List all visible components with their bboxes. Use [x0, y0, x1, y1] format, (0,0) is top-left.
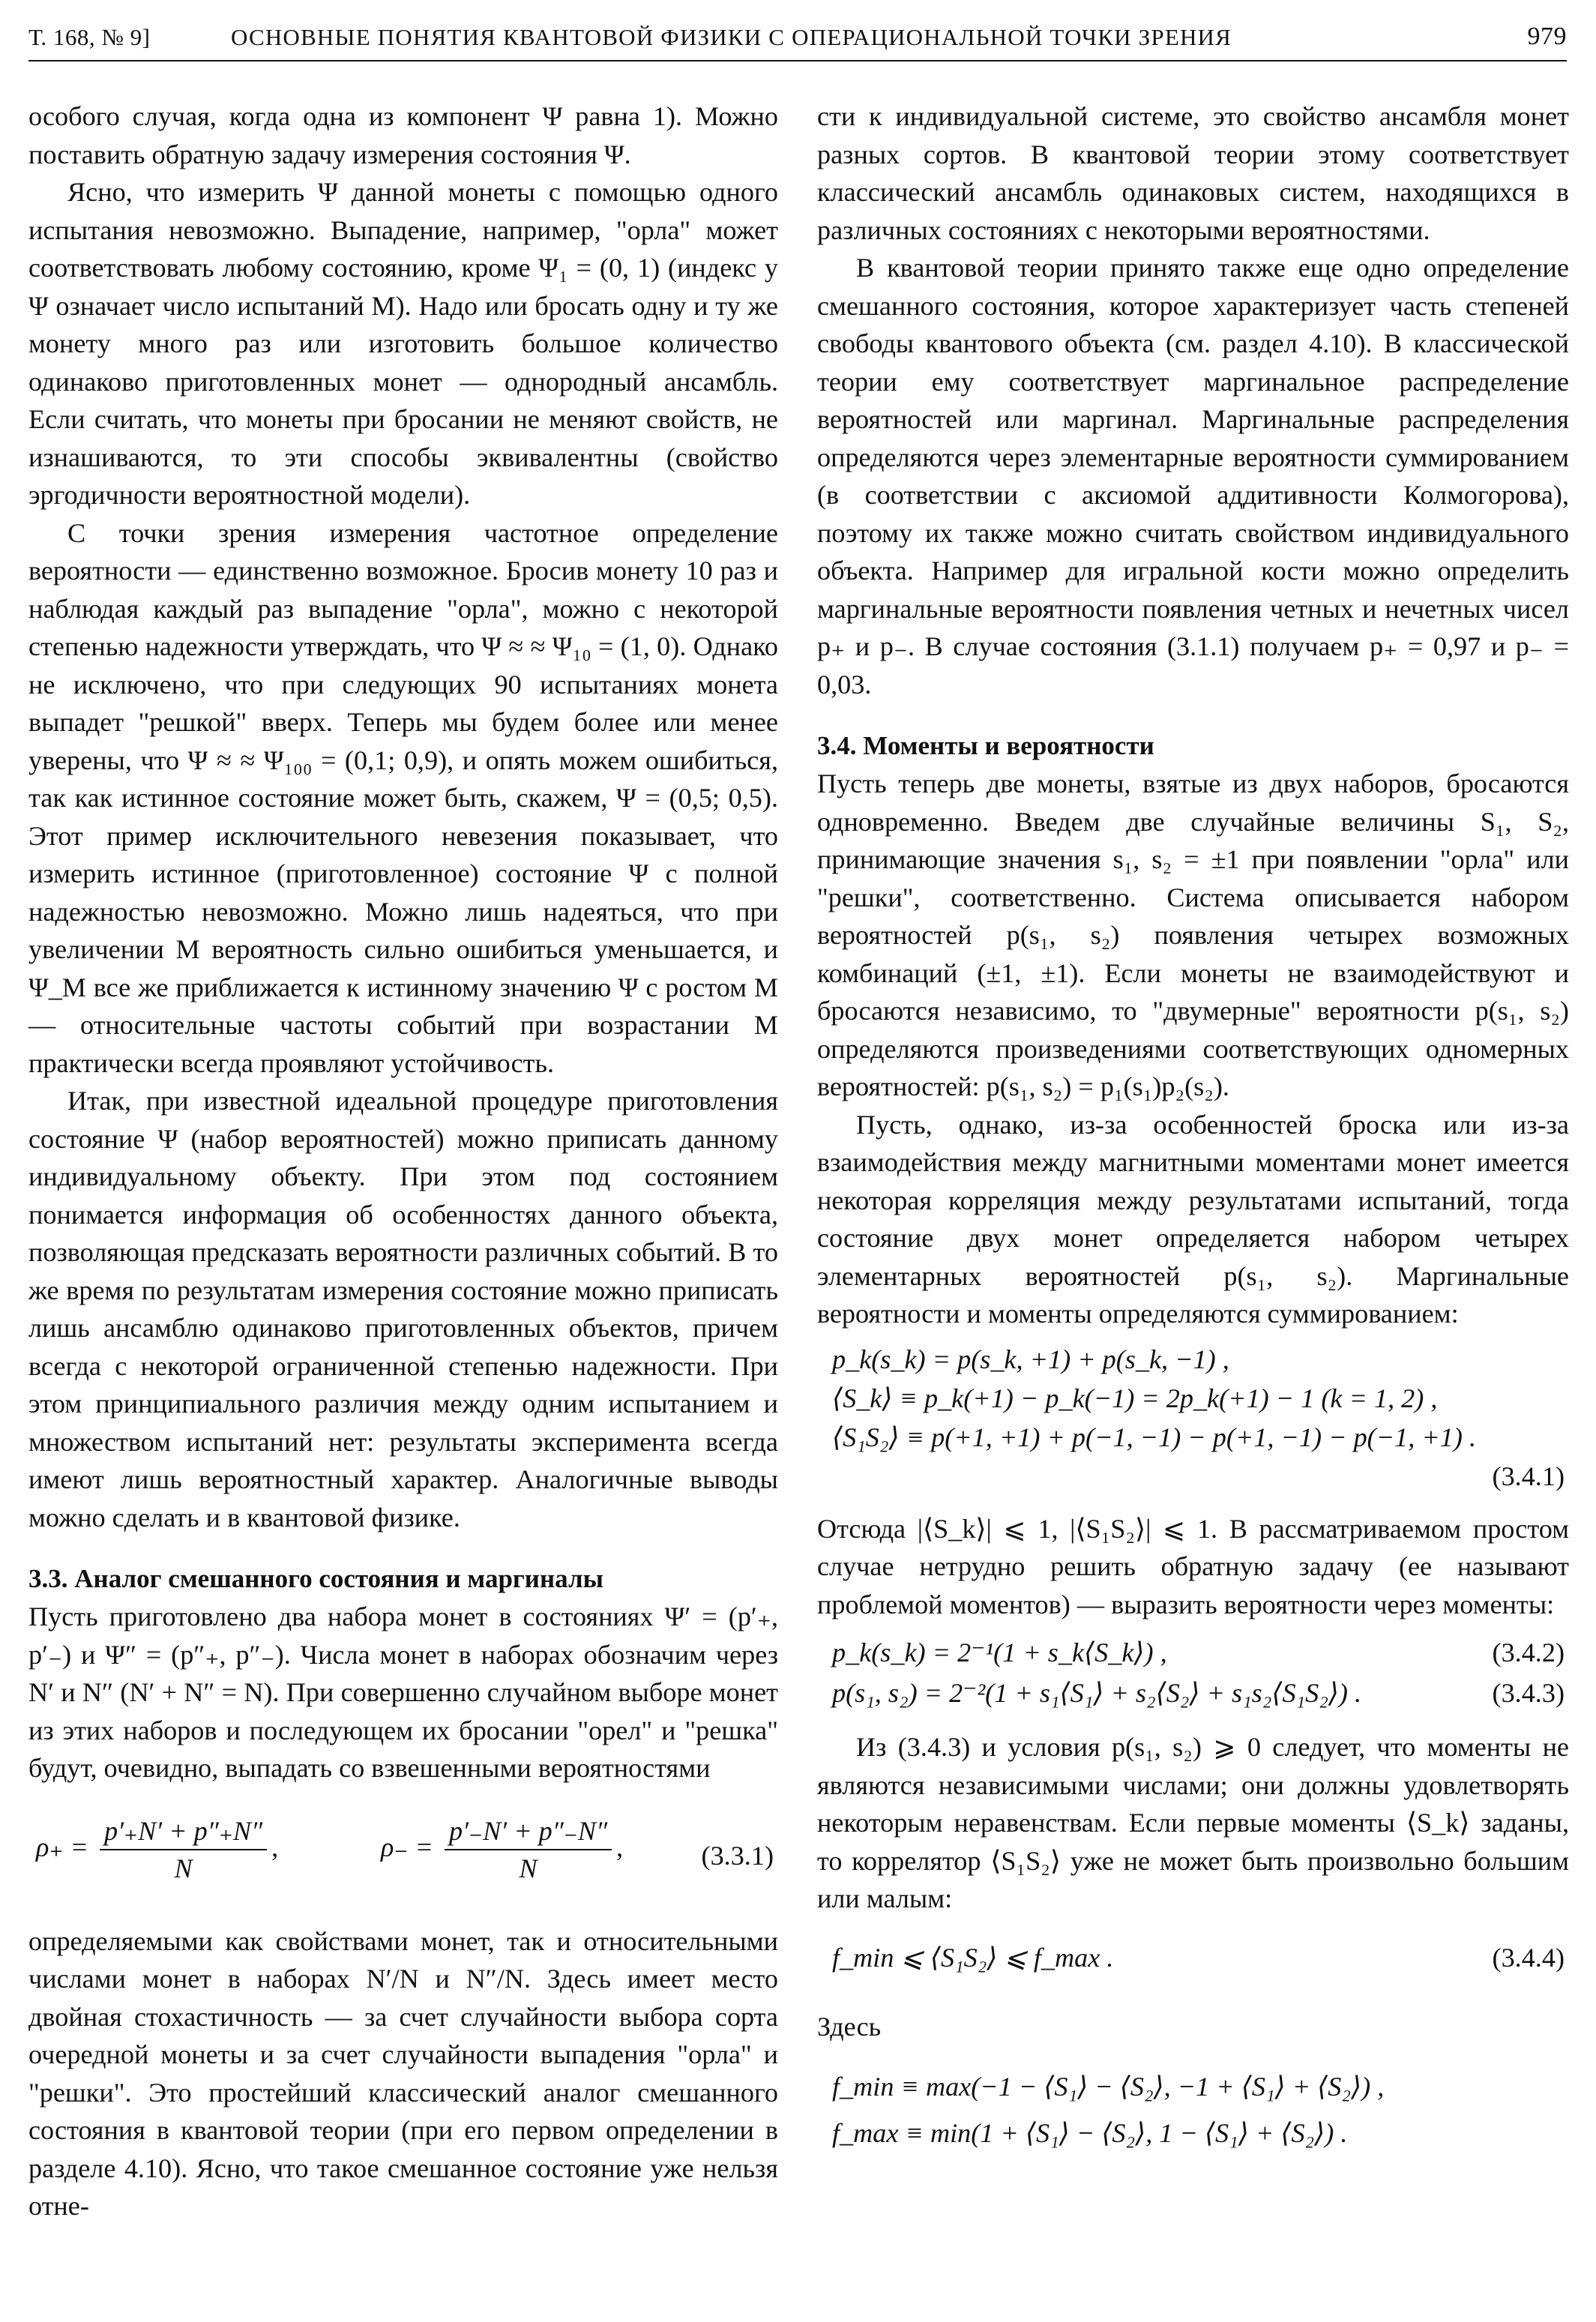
- paragraph: Пусть теперь две монеты, взятые из двух наборов, бросаются одновременно. Введем две случайные величины S₁, S₂, принимающие значения s₁, s₂ = ±1 при появлении "орла" или "решки", соответственно. Система описывается набором вероятностей p(s₁, s₂) появления четырех возможных комбинаций (±1, ±1). Если монеты не взаимодействуют и бросаются независимо, то "двумерные" вероятности p(s₁, s₂) определяются произведениями соответствующих одномерных вероятностей: p(s₁, s₂) = p₁(s₁)p₂(s₂).: [817, 769, 1569, 1101]
- paragraph: особого случая, когда одна из компонент Ψ равна 1). Можно поставить обратную задачу измерения состояния Ψ.: [28, 101, 778, 169]
- running-header: [28, 16, 1567, 61]
- equation-line: p_k(s_k) = p(s_k, +1) + p(s_k, −1) ,: [832, 1344, 1229, 1374]
- equation-number: (3.4.1): [1492, 1461, 1565, 1491]
- section-heading: 3.4. Моменты и вероятности: [817, 731, 1154, 760]
- equation-number: (3.3.1): [701, 1840, 774, 1871]
- section-heading: 3.3. Аналог смешанного состояния и маргиналы: [28, 1564, 603, 1593]
- left-column: [28, 97, 778, 2225]
- equation-line: ⟨S₁S₂⟩ ≡ p(+1, +1) + p(−1, −1) − p(+1, −1) − p(−1, +1) .: [832, 1422, 1476, 1452]
- fraction-numerator: p′₋N′ + p″₋N″: [445, 1813, 612, 1850]
- equation-line: p_k(s_k) = 2⁻¹(1 + s_k⟨S_k⟩) ,: [832, 1637, 1167, 1667]
- equation-3-3-1: [28, 1798, 778, 1910]
- equation-number: (3.4.3): [1492, 1678, 1565, 1708]
- volume-label: Т. 168, № 9]: [28, 24, 151, 50]
- equation-line: f_min ≡ max(−1 − ⟨S₁⟩ − ⟨S₂⟩, −1 + ⟨S₁⟩ + ⟨S₂⟩) ,: [832, 2072, 1385, 2102]
- fraction-numerator: p′₊N′ + p″₊N″: [100, 1813, 267, 1850]
- equation-fmin-fmax: [817, 2068, 1569, 2150]
- paragraph: С точки зрения измерения частотное определение вероятности — единственно возможное. Бросив монету 10 раз и наблюдая каждый раз выпадение "орла", можно с некоторой степенью надежности утверждать, что Ψ ≈ ≈ Ψ₁₀ = (1, 0). Однако не исключено, что при следующих 90 испытаниях монета выпадет "решкой" вверх. Теперь мы будем более или менее уверены, что Ψ ≈ ≈ Ψ₁₀₀ = (0,1; 0,9), и опять можем ошибиться, так как истинное состояние может быть, скажем, Ψ = (0,5; 0,5). Этот пример исключительного невезения показывает, что измерить истинное (приготовленное) состояние Ψ с полной надежностью невозможно. Можно лишь надеяться, что при увеличении M вероятность сильно ошибиться уменьшается, и Ψ_M все же приближается к истинному значению Ψ с ростом M — относительные частоты событий при возрастании M практически всегда проявляют устойчивость.: [28, 517, 778, 1078]
- equation-line: p(s₁, s₂) = 2⁻²(1 + s₁⟨S₁⟩ + s₂⟨S₂⟩ + s₁s₂⟨S₁S₂⟩) .: [832, 1678, 1362, 1708]
- paragraph: Здесь: [817, 2011, 882, 2042]
- equation-line: f_max ≡ min(1 + ⟨S₁⟩ − ⟨S₂⟩, 1 − ⟨S₁⟩ + ⟨S₂⟩) .: [832, 2118, 1348, 2148]
- paragraph: Из (3.4.3) и условия p(s₁, s₂) ⩾ 0 следует, что моменты не являются независимыми числами; они должны удовлетворять некоторым неравенствам. Если первые моменты ⟨S_k⟩ заданы, то коррелятор ⟨S₁S₂⟩ уже не может быть произвольно большим или малым:: [817, 1732, 1569, 1913]
- paragraph: В квантовой теории принято также еще одно определение смешанного состояния, которое характеризует часть степеней свободы квантового объекта (см. раздел 4.10). В классической теории ему соответствует маргинальное распределение вероятностей или маргинал. Маргинальные распределения определяются через элементарные вероятности суммированием (в соответствии с аксиомой аддитивности Колмогорова), поэтому их также можно считать свойством индивидуального объекта. Например для игральной кости можно определить маргинальные вероятности появления четных и нечетных чисел p₊ и p₋. В случае состояния (3.1.1) получаем p₊ = 0,97 и p₋ = 0,03.: [817, 253, 1569, 700]
- equation-line: f_min ⩽ ⟨S₁S₂⟩ ⩽ f_max .: [832, 1942, 1114, 1973]
- paragraph: Пусть приготовлено два набора монет в состояниях Ψ′ = (p′₊, p′₋) и Ψ″ = (p″₊, p″₋). Числа монет в наборах обозначим через N′ и N″ (N′ + N″ = N). При совершенно случайном выборе монет из этих наборов и последующем их бросании "орел" и "решка" будут, очевидно, выпадать со взвешенными вероятностями: [28, 1601, 778, 1783]
- equation-number: (3.4.4): [1492, 1942, 1565, 1973]
- equation-number: (3.4.2): [1492, 1637, 1565, 1667]
- paragraph: сти к индивидуальной системе, это свойство ансамбля монет разных сортов. В квантовой теории этому соответствует классический ансамбль одинаковых систем, находящихся в различных состояниях с некоторыми вероятностями.: [817, 101, 1569, 245]
- equation-3-4-4: [817, 1939, 1569, 1978]
- page-number: 979: [1527, 22, 1567, 50]
- paragraph: Пусть, однако, из-за особенностей броска или из-за взаимодействия между магнитными моментами монет имеется некоторая корреляция между результатами испытаний, тогда состояние двух монет определяется набором четырех элементарных вероятностей p(s₁, s₂). Маргинальные вероятности и моменты определяются суммированием:: [817, 1109, 1569, 1329]
- running-title: ОСНОВНЫЕ ПОНЯТИЯ КВАНТОВОЙ ФИЗИКИ С ОПЕРАЦИОНАЛЬНОЙ ТОЧКИ ЗРЕНИЯ: [231, 24, 1232, 50]
- fraction-denominator: N: [519, 1853, 537, 1883]
- paragraph: Ясно, что измерить Ψ данной монеты с помощью одного испытания невозможно. Выпадение, например, "орла" может соответствовать любому состоянию, кроме Ψ₁ = (0, 1) (индекс у Ψ означает число испытаний M). Надо или бросать одну и ту же монету много раз или изготовить большое количество одинаково приготовленных монет — однородный ансамбль. Если считать, что монеты при бросании не меняют свойств, не изнашиваются, то эти способы эквивалентны (свойство эргодичности вероятностной модели).: [28, 177, 778, 510]
- equation-3-4-1: [817, 1341, 1569, 1500]
- rho-minus-formula: ρ₋ = $\frac{p'_-N' + p''_-N''}{N}$ ,: [381, 1813, 623, 1886]
- paragraph: определяемыми как свойствами монет, так и относительными числами монет в наборах N′/N и N″/N. Здесь имеет место двойная стохастичность — за счет случайности выбора сорта очередной монеты и за счет случайности выпадения "орла" и "решки". Это простейший классический аналог смешанного состояния в квантовой теории (при его первом определении в разделе 4.10). Ясно, что такое смешанное состояние уже нельзя отне-: [28, 1925, 778, 2221]
- equations-3-4-2-3: [817, 1634, 1569, 1715]
- paragraph: Отсюда |⟨S_k⟩| ⩽ 1, |⟨S₁S₂⟩| ⩽ 1. В рассматриваемом простом случае нетрудно решить обратную задачу (ее называют проблемой моментов) — выразить вероятности через моменты:: [817, 1513, 1569, 1619]
- paragraph: Итак, при известной идеальной процедуре приготовления состояние Ψ (набор вероятностей) можно приписать данному индивидуальному объекту. При этом под состоянием понимается информация об особенностях данного объекта, позволяющая предсказать вероятности различных событий. В то же время по результатам измерения состояние можно приписать лишь ансамблю одинаково приготовленных объектов, причем всегда с некоторой ограниченной степенью надежности. При этом принципиального различия между одним испытанием и множеством испытаний нет: результаты эксперимента всегда имеют лишь вероятностный характер. Аналогичные выводы можно сделать и в квантовой физике.: [28, 1086, 778, 1533]
- rho-plus-formula: ρ₊ = $\frac{p'_+N' + p''_+N''}{N}$ ,: [36, 1813, 278, 1886]
- equation-line: ⟨S_k⟩ ≡ p_k(+1) − p_k(−1) = 2p_k(+1) − 1 (k = 1, 2) ,: [832, 1383, 1438, 1413]
- fraction-denominator: N: [174, 1853, 193, 1883]
- right-column: [817, 97, 1569, 2150]
